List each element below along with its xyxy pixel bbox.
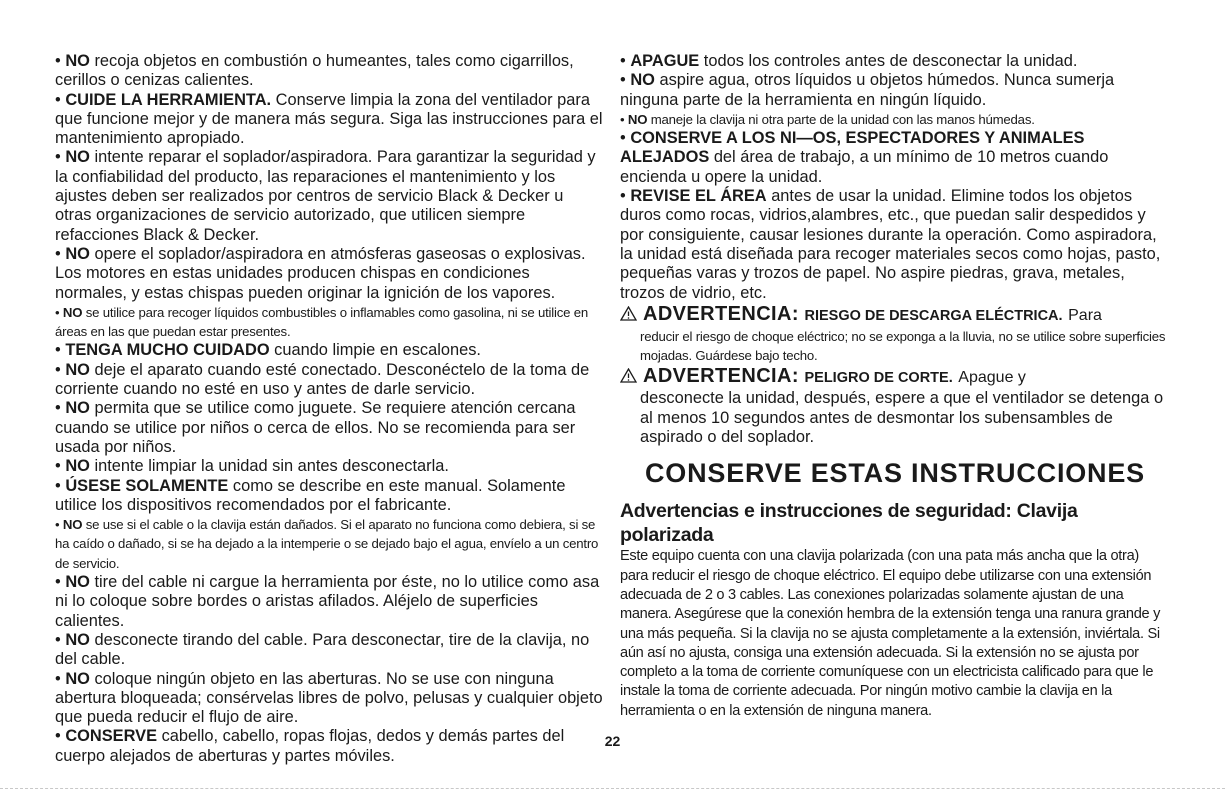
instruction-item: • NO intente reparar el soplador/aspiradora. Para garantizar la seguridad y la confiabilidad del producto, las reparaciones el mantenimiento y los ajustes deben ser realizados por centros de servicio Black & Decker u otras organizaciones de servicio autorizado, que utilicen siempre refacciones Black & Decker.: [55, 148, 596, 244]
instruction-item: • CONSERVE A LOS NI—OS, ESPECTADORES Y ANIMALES ALEJADOS del área de trabajo, a un mínimo de 10 metros cuando encienda u opere la unidad.: [620, 129, 1109, 186]
instruction-item: • NO se utilice para recoger líquidos combustibles o inflamables como gasolina, ni se utilice en áreas en las que puedan estar presentes.: [55, 304, 588, 340]
page-number: 22: [604, 733, 621, 749]
instruction-item: • NO opere el soplador/aspiradora en atmósferas gaseosas o explosivas. Los motores en estas unidades producen chispas en condiciones normales, y estas chispas pueden originar la ignición de los vapores.: [55, 244, 586, 302]
warning-text: desconecte la unidad, después, espere a que el ventilador se detenga o al menos 10 segundos antes de desmontar los subensambles de aspirado o del soplador.: [640, 389, 1164, 447]
instruction-item: • NO deje el aparato cuando esté conectado. Desconéctelo de la toma de corriente cuando no esté en uso y antes de darle servicio.: [55, 360, 590, 399]
instruction-item: • NO permita que se utilice como juguete. Se requiere atención cercana cuando se utilice por niños o cerca de ellos. No se recomienda para ser usada por niños.: [55, 399, 576, 456]
warning-cut-hazard: ADVERTENCIA: PELIGRO DE CORTE. Apague y desconecte la unidad, después, espere a que el ventilador se detenga o al menos 10 segundos antes de desmontar los subensambles de aspirado o del soplador.: [620, 365, 1170, 447]
instruction-item: • CUIDE LA HERRAMIENTA. Conserve limpia la zona del ventilador para que funcione mejor y de manera más segura. Siga las instrucciones para el mantenimiento apropiado.: [55, 90, 603, 148]
instruction-item: • CONSERVE cabello, cabello, ropas flojas, dedos y demás partes del cuerpo alejados de aberturas y partes móviles.: [55, 727, 565, 765]
warning-heading: ADVERTENCIA:: [643, 302, 799, 325]
warning-subheading: PELIGRO DE CORTE.: [804, 370, 953, 387]
left-column: [55, 52, 603, 766]
instruction-item: • NO recoja objetos en combustión o humeantes, tales como cigarrillos, cerillos o cenizas calientes.: [55, 52, 574, 90]
instruction-item: • REVISE EL ÁREA antes de usar la unidad. Elimine todos los objetos duros como rocas, vidrios,alambres, etc., que puedan salir despedidos y por consiguiente, causar lesiones durante la operación. Como aspiradora, la unidad está diseñada para recoger materiales secos como hojas, pasto, pequeñas varas y trozos de papel. No aspire piedras, grava, metales, trozos de vidrio, etc.: [620, 187, 1161, 302]
instruction-item: • NO aspire agua, otros líquidos u objetos húmedos. Nunca sumerja ninguna parte de la herramienta en ningún líquido.: [620, 71, 1115, 109]
instruction-item: • NO coloque ningún objeto en las aberturas. No se use con ninguna abertura bloqueada; consérvelas libres de polvo, pelusas y cualquier objeto que pueda reducir el flujo de aire.: [55, 669, 603, 727]
conserve-instructions-title: CONSERVE ESTAS INSTRUCCIONES: [645, 458, 1145, 489]
instruction-item: • NO se use si el cable o la clavija están dañados. Si el aparato no funciona como debiera, si se ha caído o dañado, si se ha dejado a la intemperie o se dejado bajo el agua, envíelo a un centro de servicio.: [55, 517, 599, 571]
warning-triangle-icon: [620, 306, 637, 321]
bottom-rule: [0, 788, 1225, 789]
instruction-item: • NO maneje la clavija ni otra parte de la unidad con las manos húmedas.: [620, 111, 1035, 127]
instruction-item: • NO intente limpiar la unidad sin antes desconectarla.: [55, 457, 449, 476]
warning-subheading: RIESGO DE DESCARGA ELÉCTRICA.: [804, 307, 1063, 324]
warning-text: reducir el riesgo de choque eléctrico; no se exponga a la lluvia, no se utilice sobre superficies mojadas. Guárdese bajo techo.: [640, 328, 1166, 364]
section-body: Este equipo cuenta con una clavija polarizada (con una pata más ancha que la otra) para reducir el riesgo de choque eléctrico. El equipo debe utilizarse con una extensión adecuada de 2 o 3 cables. Las conexiones polarizadas solamente ajustan de una manera. Asegúrese que la conexión hembra de la extensión tenga una ranura grande y una más pequeña. Si la clavija no se ajusta completamente a la extensión, inviértala. Si aún así no ajusta, consiga una extensión adecuada. Si la extensión no se ajusta por completo a la toma de corriente comuníquese con un electricista calificado para que le instale la toma de corriente adecuada. Por ningún motivo cambie la clavija en la herramienta o en la extensión de ninguna manera.: [620, 548, 1161, 719]
warning-electric-shock: ADVERTENCIA: RIESGO DE DESCARGA ELÉCTRICA. Para reducir el riesgo de choque eléctrico; no se exponga a la lluvia, no se utilice sobre superficies mojadas. Guárdese bajo techo.: [620, 303, 1170, 366]
instruction-item: • ÚSESE SOLAMENTE como se describe en este manual. Solamente utilice los dispositivos recomendados por el fabricante.: [55, 476, 566, 514]
section-title: Advertencias e instrucciones de seguridad: Clavija polarizada: [620, 500, 1078, 547]
instruction-item: • TENGA MUCHO CUIDADO cuando limpie en escalones.: [55, 341, 481, 360]
instruction-item: • NO desconecte tirando del cable. Para desconectar, tire de la clavija, no del cable.: [55, 630, 590, 669]
warning-heading: ADVERTENCIA:: [643, 365, 799, 388]
warning-triangle-icon: [620, 368, 637, 383]
instruction-item: • APAGUE todos los controles antes de desconectar la unidad.: [620, 52, 1078, 70]
right-column: [620, 52, 1170, 721]
instruction-item: • NO tire del cable ni cargue la herramienta por éste, no lo utilice como asa ni lo coloque sobre bordes o aristas afilados. Aléjelo de superficies calientes.: [55, 573, 600, 630]
